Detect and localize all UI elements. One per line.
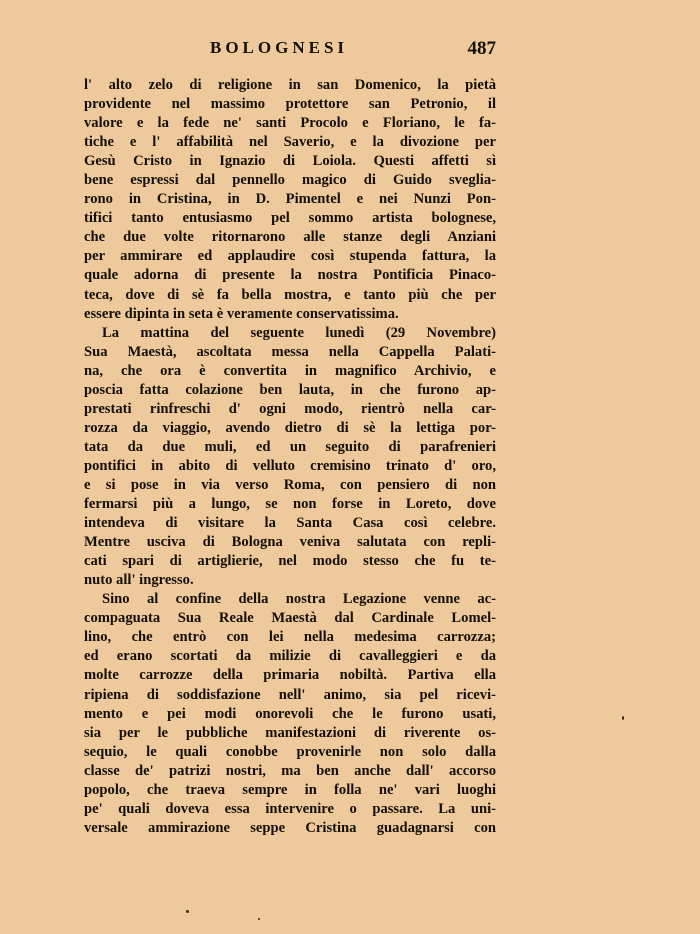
text-line: Mentre usciva di Bologna veniva salutata con repli- — [84, 534, 496, 551]
text-line: che due volte ritornarono alle stanze degli Anziani — [84, 229, 496, 246]
text-line: prestati rinfreschi d' ogni modo, rientrò nella car- — [84, 400, 496, 417]
text-line: na, che ora è convertita in magnifico Archivio, e — [84, 362, 496, 379]
running-head: BOLOGNESI — [210, 38, 349, 57]
text-line: classe de' patrizi nostri, ma ben anche dall' accorso — [84, 762, 496, 779]
text-line: tata da due muli, ed un seguito di parafrenieri — [84, 438, 496, 455]
text-line: nuto all' ingresso. — [84, 572, 194, 589]
page-number: 487 — [467, 38, 496, 59]
text-line: Sua Maestà, ascoltata messa nella Cappella Palati- — [84, 343, 496, 360]
text-line: Gesù Cristo in Ignazio di Loiola. Questi affetti sì — [84, 153, 496, 170]
text-line: tifici tanto entusiasmo pel sommo artista bolognese, — [84, 210, 496, 227]
paper-speck — [622, 716, 624, 720]
text-line: pontifici in abito di velluto cremisino trinato d' oro, — [84, 457, 496, 474]
text-line: rono in Cristina, in D. Pimentel e nei Nunzi Pon- — [84, 191, 496, 208]
text-line: cati spari di artiglierie, nel modo stesso che fu te- — [84, 553, 496, 570]
paper-speck — [186, 910, 189, 913]
text-line: valore e la fede ne' santi Procolo e Floriano, le fa- — [84, 115, 496, 132]
text-line: tiche e l' affabilità nel Saverio, e la divozione per — [84, 134, 496, 151]
text-line: e si pose in via verso Roma, con pensiero di non — [84, 476, 496, 493]
paper-speck — [258, 918, 260, 920]
text-line: molte carrozze della primaria nobiltà. Partiva ella — [84, 667, 496, 684]
text-line: poscia fatta colazione ben lauta, in che furono ap- — [84, 381, 496, 398]
text-line: Sino al confine della nostra Legazione venne ac- — [102, 591, 496, 608]
text-line: popolo, che traeva sempre in folla ne' vari luoghi — [84, 781, 496, 798]
text-line: La mattina del seguente lunedì (29 Novembre) — [102, 324, 496, 341]
text-line: fermarsi più a lungo, se non forse in Loreto, dove — [84, 496, 496, 513]
text-line: per ammirare ed applaudire così stupenda fattura, la — [84, 248, 496, 265]
text-line: bene espressi dal pennello magico di Guido sveglia- — [84, 172, 496, 189]
text-line: mento e pei modi onorevoli che le furono usati, — [84, 705, 496, 722]
text-line: teca, dove di sè fa bella mostra, e tanto più che per — [84, 286, 496, 303]
text-line: sia per le pubbliche manifestazioni di riverente os- — [84, 724, 496, 741]
text-line: intendeva di visitare la Santa Casa così celebre. — [84, 515, 496, 532]
text-line: l' alto zelo di religione in san Domenico, la pietà — [84, 77, 496, 93]
text-line: rozza da viaggio, avendo dietro di sè la lettiga por- — [84, 419, 496, 436]
text-line: lino, che entrò con lei nella medesima carrozza; — [84, 629, 496, 646]
body-text — [84, 76, 496, 838]
text-line: sequio, le quali conobbe provenirle non solo dalla — [84, 743, 496, 760]
text-line: essere dipinta in seta è veramente conservatissima. — [84, 305, 399, 322]
text-line: providente nel massimo protettore san Petronio, il — [84, 96, 496, 113]
text-line: compaguata Sua Reale Maestà dal Cardinale Lomel- — [84, 610, 496, 627]
page-header — [84, 38, 496, 66]
text-line: versale ammirazione seppe Cristina guadagnarsi con — [84, 819, 496, 836]
text-line: pe' quali doveva essa intervenire o passare. La uni- — [84, 800, 496, 817]
text-line: ripiena di soddisfazione nell' animo, sia pel ricevi- — [84, 686, 496, 703]
text-line: quale adorna di presente la nostra Pontificia Pinaco- — [84, 267, 496, 284]
text-line: ed erano scortati da milizie di cavalleggieri e da — [84, 648, 496, 665]
